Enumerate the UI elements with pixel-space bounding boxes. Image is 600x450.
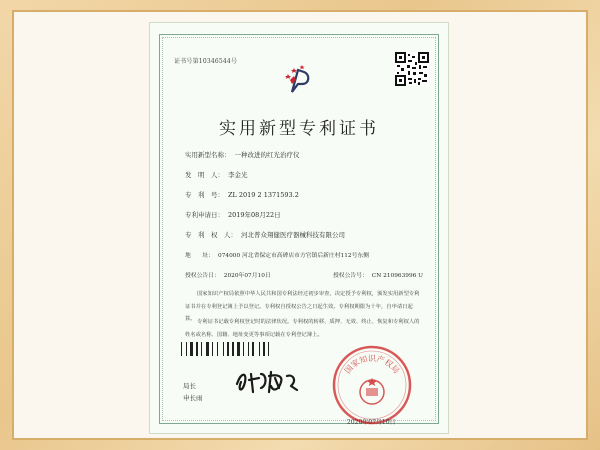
field-label: 专利申请日： — [185, 211, 224, 219]
field-value: 074000 河北省保定市高碑店市方官镇后新庄村112号东侧 — [218, 253, 369, 259]
field-value: 河北普众翔健医疗器械科技有限公司 — [241, 231, 345, 239]
field-label: 地 址： — [185, 253, 214, 259]
field-inventor — [185, 170, 248, 179]
director-signature — [231, 364, 311, 398]
field-value: 一种改进的红光治疗仪 — [234, 151, 300, 159]
qr-code-icon — [395, 52, 429, 86]
field-value: ZL 2019 2 1371593.2 — [228, 191, 299, 199]
field-value: 李金光 — [228, 171, 248, 179]
certificate-title: 实用新型专利证书 — [219, 119, 379, 139]
seal-text: 国家知识产权局 — [343, 354, 401, 376]
field-patentee — [185, 230, 345, 239]
seal-date: 2020年07月10日 — [347, 419, 396, 426]
barcode-icon — [181, 342, 269, 356]
director-label: 局长 — [183, 382, 196, 390]
official-seal-icon — [331, 344, 413, 426]
field-label: 实用新型名称： — [185, 151, 231, 159]
cnipa-logo-icon — [284, 62, 320, 98]
body-paragraph-1: 国家知识产权局依照中华人民共和国专利法经过初步审查，决定授予专利权，颁发实用新型专利证书并在专利登记簿上予以登记。专利权自授权公告之日起生效。专利权期限为十年，自申请日起算。 — [185, 291, 420, 322]
field-grant-number — [333, 270, 423, 279]
director-name: 申长雨 — [183, 394, 203, 402]
field-utility-model-name — [185, 150, 300, 159]
field-value: 2020年07月10日 — [223, 273, 271, 279]
field-label: 发 明 人： — [185, 171, 224, 179]
field-grant-date — [185, 270, 271, 279]
field-value: CN 210963996 U — [371, 273, 424, 279]
director-block — [183, 380, 203, 404]
field-label: 专 利 号： — [185, 191, 224, 199]
svg-text:国家知识产权局 — [343, 353, 401, 375]
field-label: 专 利 权 人： — [185, 231, 237, 239]
field-value: 2019年08月22日 — [228, 211, 281, 219]
field-patent-number — [185, 190, 299, 199]
body-paragraph-2: 专利证书记载专利权登记时的法律状况。专利权的转移、质押、无效、终止、恢复和专利权人的姓名或名称、国籍、地址变更等事项记载在专利登记簿上。 — [185, 319, 420, 338]
certificate-number: 证书号第10346544号 — [174, 58, 238, 65]
field-address — [185, 250, 369, 259]
field-application-date — [185, 210, 281, 219]
field-label: 授权公告日： — [185, 273, 220, 279]
certificate-paper — [149, 22, 449, 434]
field-label: 授权公告号： — [333, 273, 368, 279]
